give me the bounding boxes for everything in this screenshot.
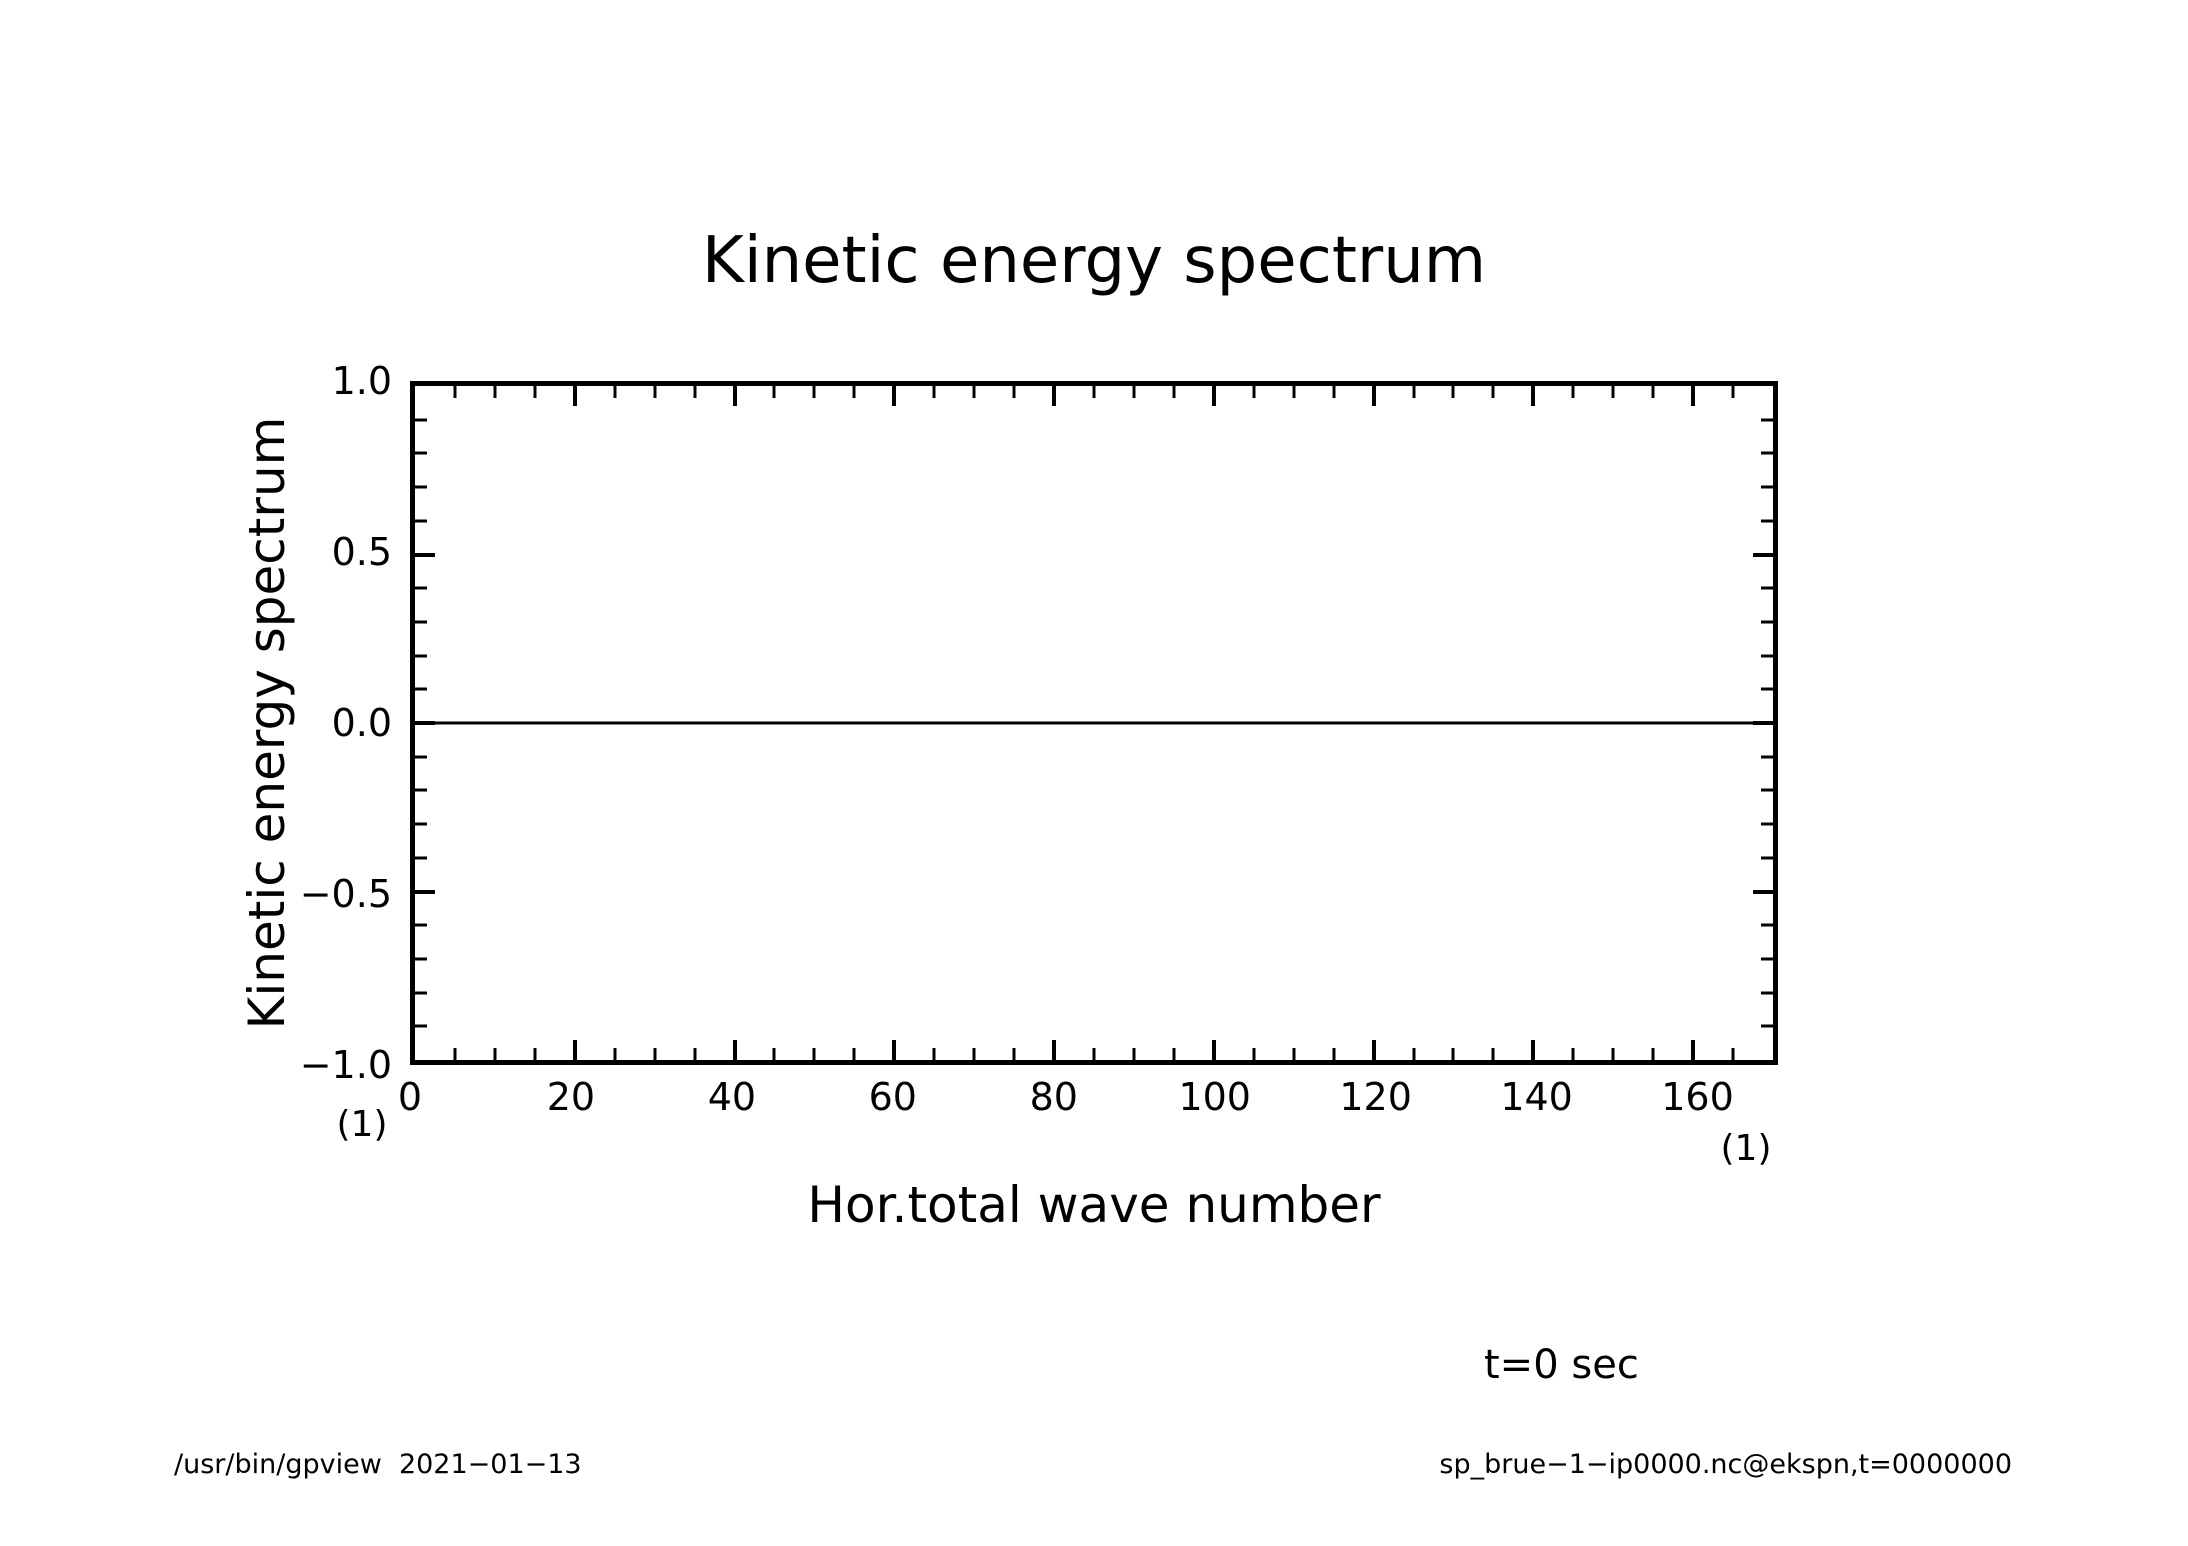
y-minor-tick [415,418,427,421]
x-minor-tick [1332,386,1335,398]
x-minor-tick [1572,1048,1575,1060]
y-minor-tick [1761,452,1773,455]
y-minor-tick [1761,620,1773,623]
x-minor-tick [773,386,776,398]
x-major-tick [1212,1040,1216,1060]
x-tick-label: 100 [1178,1075,1251,1119]
x-minor-tick [1252,1048,1255,1060]
x-major-tick [573,386,577,406]
x-axis-tick-labels [397,1075,1778,1122]
y-minor-tick [1761,587,1773,590]
y-minor-tick [1761,856,1773,859]
x-major-tick [892,1040,896,1060]
x-minor-tick [933,386,936,398]
x-minor-tick [1332,1048,1335,1060]
x-minor-tick [853,386,856,398]
y-axis-unit-label: (1) [336,1104,388,1145]
x-major-tick [1691,386,1695,406]
x-tick-label: 140 [1500,1075,1573,1119]
footer-dataset-text: sp_brue−1−ip0000.nc@ekspn,t=0000000 [1439,1449,2012,1480]
y-minor-tick [1761,823,1773,826]
y-tick-label: 0.0 [331,701,392,745]
y-minor-tick [415,587,427,590]
y-minor-tick [415,688,427,691]
y-major-tick [1753,890,1773,894]
x-minor-tick [1612,1048,1615,1060]
x-tick-label: 120 [1339,1075,1412,1119]
x-minor-tick [453,386,456,398]
y-minor-tick [415,620,427,623]
x-major-tick [1372,386,1376,406]
x-minor-tick [973,386,976,398]
y-minor-tick [415,991,427,994]
x-tick-label: 160 [1661,1075,1734,1119]
x-minor-tick [1292,1048,1295,1060]
x-minor-tick [693,386,696,398]
y-major-tick [415,890,435,894]
x-minor-tick [773,1048,776,1060]
y-minor-tick [1761,924,1773,927]
time-annotation: t=0 sec [1484,1342,1639,1388]
chart-title: Kinetic energy spectrum [701,224,1487,298]
x-major-tick [733,1040,737,1060]
y-minor-tick [1761,688,1773,691]
x-major-tick [1531,386,1535,406]
x-minor-tick [1093,1048,1096,1060]
y-major-tick [1753,553,1773,557]
x-major-tick [1212,386,1216,406]
x-minor-tick [1013,386,1016,398]
y-tick-label: −0.5 [299,872,392,916]
y-minor-tick [1761,654,1773,657]
x-minor-tick [813,386,816,398]
x-minor-tick [1292,386,1295,398]
x-minor-tick [1732,1048,1735,1060]
x-minor-tick [1252,386,1255,398]
y-minor-tick [415,654,427,657]
x-major-tick [733,386,737,406]
x-minor-tick [1612,386,1615,398]
y-minor-tick [415,1025,427,1028]
x-minor-tick [1652,1048,1655,1060]
x-major-tick [1691,1040,1695,1060]
y-tick-label: −1.0 [299,1043,392,1087]
y-minor-tick [1761,755,1773,758]
x-major-tick [1372,1040,1376,1060]
y-minor-tick [1761,418,1773,421]
y-major-tick [415,721,435,725]
x-minor-tick [653,386,656,398]
y-minor-tick [1761,519,1773,522]
x-minor-tick [1412,1048,1415,1060]
footer-command-text: /usr/bin/gpview 2021−01−13 [174,1449,582,1480]
x-tick-label: 0 [397,1075,423,1119]
y-major-tick [1753,721,1773,725]
x-tick-label: 60 [868,1075,917,1119]
x-minor-tick [1132,386,1135,398]
x-minor-tick [1492,386,1495,398]
x-major-tick [1531,1040,1535,1060]
x-minor-tick [533,1048,536,1060]
y-axis-label: Kinetic energy spectrum [238,416,296,1030]
x-minor-tick [1013,1048,1016,1060]
x-minor-tick [1172,386,1175,398]
x-minor-tick [533,386,536,398]
x-minor-tick [693,1048,696,1060]
y-minor-tick [415,823,427,826]
x-minor-tick [1452,1048,1455,1060]
y-minor-tick [1761,789,1773,792]
x-minor-tick [493,386,496,398]
x-minor-tick [1572,386,1575,398]
y-tick-label: 0.5 [331,530,392,574]
x-tick-label: 80 [1029,1075,1078,1119]
y-minor-tick [415,856,427,859]
x-minor-tick [1132,1048,1135,1060]
x-minor-tick [813,1048,816,1060]
x-minor-tick [1412,386,1415,398]
y-minor-tick [415,452,427,455]
x-tick-label: 40 [707,1075,757,1119]
y-minor-tick [415,957,427,960]
x-minor-tick [613,386,616,398]
y-minor-tick [1761,486,1773,489]
x-minor-tick [613,1048,616,1060]
y-minor-tick [415,486,427,489]
x-tick-label: 20 [546,1075,596,1119]
x-minor-tick [973,1048,976,1060]
x-minor-tick [1732,386,1735,398]
x-minor-tick [853,1048,856,1060]
x-major-tick [573,1040,577,1060]
y-minor-tick [415,924,427,927]
y-minor-tick [415,519,427,522]
x-minor-tick [453,1048,456,1060]
plot-area [410,381,1778,1065]
y-major-tick [415,553,435,557]
x-major-tick [1052,1040,1056,1060]
x-minor-tick [933,1048,936,1060]
x-major-tick [892,386,896,406]
y-minor-tick [415,755,427,758]
x-minor-tick [1492,1048,1495,1060]
x-major-tick [1052,386,1056,406]
y-tick-label: 1.0 [331,359,392,403]
y-axis-tick-labels [240,359,392,1087]
y-minor-tick [1761,1025,1773,1028]
y-minor-tick [415,789,427,792]
x-minor-tick [1093,386,1096,398]
x-minor-tick [493,1048,496,1060]
x-minor-tick [1652,386,1655,398]
x-minor-tick [1452,386,1455,398]
data-line-zero [415,722,1773,725]
y-minor-tick [1761,957,1773,960]
x-axis-label: Hor.total wave number [807,1176,1381,1234]
x-minor-tick [1172,1048,1175,1060]
x-axis-unit-label: (1) [1720,1128,1772,1169]
x-minor-tick [653,1048,656,1060]
y-minor-tick [1761,991,1773,994]
